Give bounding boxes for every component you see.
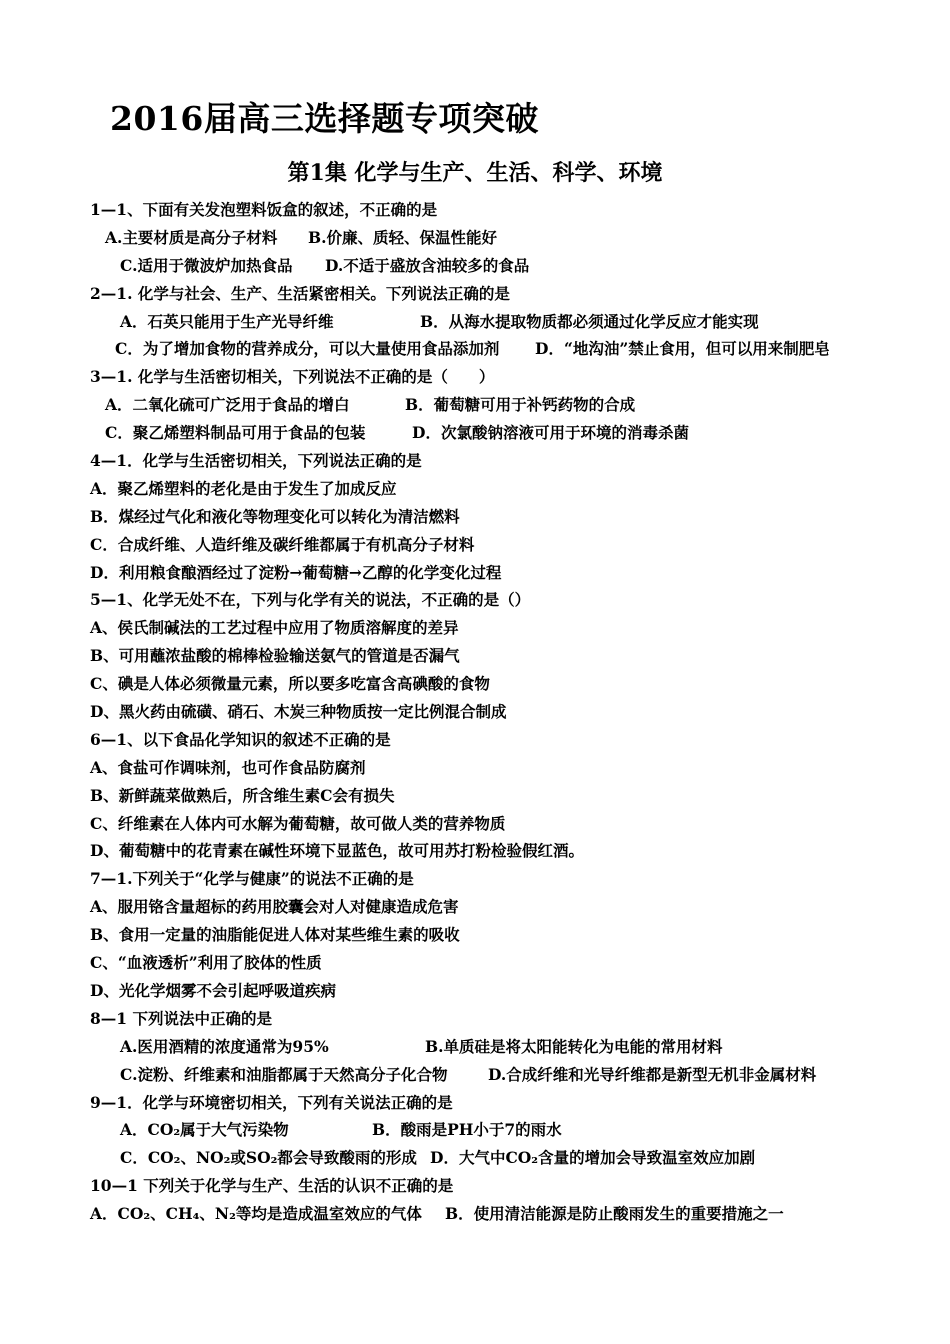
- line-text: B、食用一定量的油脂能促进人体对某些维生素的吸收: [90, 925, 460, 945]
- text-line: [0, 308, 950, 336]
- line-text-option: B．葡萄糖可用于补钙药物的合成: [405, 395, 636, 415]
- question-list: [0, 196, 950, 1228]
- line-text: 3—1. 化学与生活密切相关，下列说法不正确的是（ ）: [90, 367, 495, 387]
- text-line: [0, 224, 950, 252]
- line-text: D、黑火药由硫磺、硝石、木炭三种物质按一定比例混合制成: [90, 702, 507, 722]
- text-line: [0, 726, 950, 754]
- line-text: A、食盐可作调味剂，也可作食品防腐剂: [90, 757, 366, 777]
- line-text-option: D．大气中CO₂含量的增加会导致温室效应加剧: [430, 1148, 756, 1168]
- document-subtitle: 第1集 化学与生产、生活、科学、环境: [287, 160, 663, 186]
- line-text-option: D.合成纤维和光导纤维都是新型无机非金属材料: [488, 1064, 817, 1084]
- line-text: 7—1.下列关于“化学与健康”的说法不正确的是: [90, 869, 414, 889]
- text-line: [0, 1061, 950, 1089]
- line-text: B．煤经过气化和液化等物理变化可以转化为清洁燃料: [90, 506, 460, 526]
- text-line: [0, 782, 950, 810]
- line-text: 10—1 下列关于化学与生产、生活的认识不正确的是: [90, 1176, 454, 1196]
- line-text: B、可用蘸浓盐酸的棉棒检验输送氨气的管道是否漏气: [90, 646, 460, 666]
- line-text: D、葡萄糖中的花青素在碱性环境下显蓝色，故可用苏打粉检验假红酒。: [90, 841, 584, 861]
- text-line: [0, 252, 950, 280]
- text-line: [0, 1172, 950, 1200]
- text-line: [0, 1089, 950, 1117]
- line-text: C．为了增加食物的营养成分，可以大量使用食品添加剂: [115, 339, 500, 359]
- text-line: [0, 196, 950, 224]
- line-text: C.淀粉、纤维素和油脂都属于天然高分子化合物: [120, 1064, 448, 1084]
- text-line: [0, 642, 950, 670]
- line-text: C.适用于微波炉加热食品: [120, 255, 293, 275]
- text-line: [0, 503, 950, 531]
- text-line: [0, 893, 950, 921]
- line-text: 6—1、以下食品化学知识的叙述不正确的是: [90, 729, 391, 749]
- text-line: [0, 447, 950, 475]
- text-line: [0, 391, 950, 419]
- line-text: C．聚乙烯塑料制品可用于食品的包装: [105, 423, 366, 443]
- line-text-option: B.单质硅是将太阳能转化为电能的常用材料: [425, 1036, 723, 1056]
- text-line: [0, 1005, 950, 1033]
- text-line: [0, 698, 950, 726]
- line-text: 4—1．化学与生活密切相关，下列说法正确的是: [90, 451, 422, 471]
- line-text: 2—1. 化学与社会、生产、生活紧密相关。下列说法正确的是: [90, 283, 510, 303]
- line-text: A．CO₂属于大气污染物: [120, 1120, 289, 1140]
- text-line: [0, 977, 950, 1005]
- text-line: [0, 1116, 950, 1144]
- line-text: A．石英只能用于生产光导纤维: [120, 311, 334, 331]
- line-text: 5—1、化学无处不在，下列与化学有关的说法，不正确的是（）: [90, 590, 531, 610]
- text-line: [0, 1144, 950, 1172]
- line-text: C、“血液透析”利用了胶体的性质: [90, 953, 322, 973]
- line-text: 9—1．化学与环境密切相关，下列有关说法正确的是: [90, 1092, 453, 1112]
- text-line: [0, 837, 950, 865]
- line-text: A．二氧化硫可广泛用于食品的增白: [105, 395, 350, 415]
- text-line: [0, 614, 950, 642]
- text-line: [0, 670, 950, 698]
- text-line: [0, 949, 950, 977]
- line-text: 1—1、下面有关发泡塑料饭盒的叙述，不正确的是: [90, 200, 438, 219]
- line-text-option: B．从海水提取物质都必须通过化学反应才能实现: [420, 311, 759, 331]
- line-text-option: D．次氯酸钠溶液可用于环境的消毒杀菌: [412, 423, 689, 443]
- line-text: C、纤维素在人体内可水解为葡萄糖，故可做人类的营养物质: [90, 813, 506, 833]
- text-line: [0, 280, 950, 308]
- line-text: C．CO₂、NO₂或SO₂都会导致酸雨的形成: [120, 1148, 417, 1168]
- line-text: A.主要材质是高分子材料: [105, 227, 278, 247]
- line-text: D、光化学烟雾不会引起呼吸道疾病: [90, 980, 336, 1000]
- line-text-option: B.价廉、质轻、保温性能好: [308, 227, 497, 247]
- line-text: 8—1 下列说法中正确的是: [90, 1008, 272, 1028]
- text-line: [0, 335, 950, 363]
- line-text: A、侯氏制碱法的工艺过程中应用了物质溶解度的差异: [90, 618, 459, 638]
- line-text: A、服用铬含量超标的药用胶囊会对人对健康造成危害: [90, 897, 459, 917]
- text-line: [0, 810, 950, 838]
- text-line: [0, 531, 950, 559]
- line-text: C、碘是人体必须微量元素，所以要多吃富含高碘酸的食物: [90, 674, 490, 694]
- document-title: 2016届高三选择题专项突破: [110, 99, 539, 138]
- text-line: [0, 754, 950, 782]
- text-line: [0, 1200, 950, 1228]
- text-line: [0, 475, 950, 503]
- text-line: [0, 1033, 950, 1061]
- line-text-option: B．使用清洁能源是防止酸雨发生的重要措施之一: [445, 1204, 784, 1224]
- text-line: [0, 586, 950, 614]
- text-line: [0, 921, 950, 949]
- text-line: [0, 559, 950, 587]
- text-line: [0, 363, 950, 391]
- text-line: [0, 419, 950, 447]
- line-text: A．聚乙烯塑料的老化是由于发生了加成反应: [90, 478, 397, 498]
- line-text-option: D.不适于盛放含油较多的食品: [325, 255, 530, 275]
- line-text: C．合成纤维、人造纤维及碳纤维都属于有机高分子材料: [90, 534, 475, 554]
- line-text: A.医用酒精的浓度通常为95%: [120, 1036, 329, 1056]
- line-text-option: B．酸雨是PH小于7的雨水: [372, 1120, 562, 1140]
- line-text: A．CO₂、CH₄、N₂等均是造成温室效应的气体: [90, 1204, 422, 1224]
- text-line: [0, 865, 950, 893]
- line-text: B、新鲜蔬菜做熟后，所含维生素C会有损失: [90, 785, 395, 805]
- line-text-option: D．“地沟油”禁止食用，但可以用来制肥皂: [535, 339, 830, 359]
- line-text: D．利用粮食酿酒经过了淀粉→葡萄糖→乙醇的化学变化过程: [90, 562, 502, 582]
